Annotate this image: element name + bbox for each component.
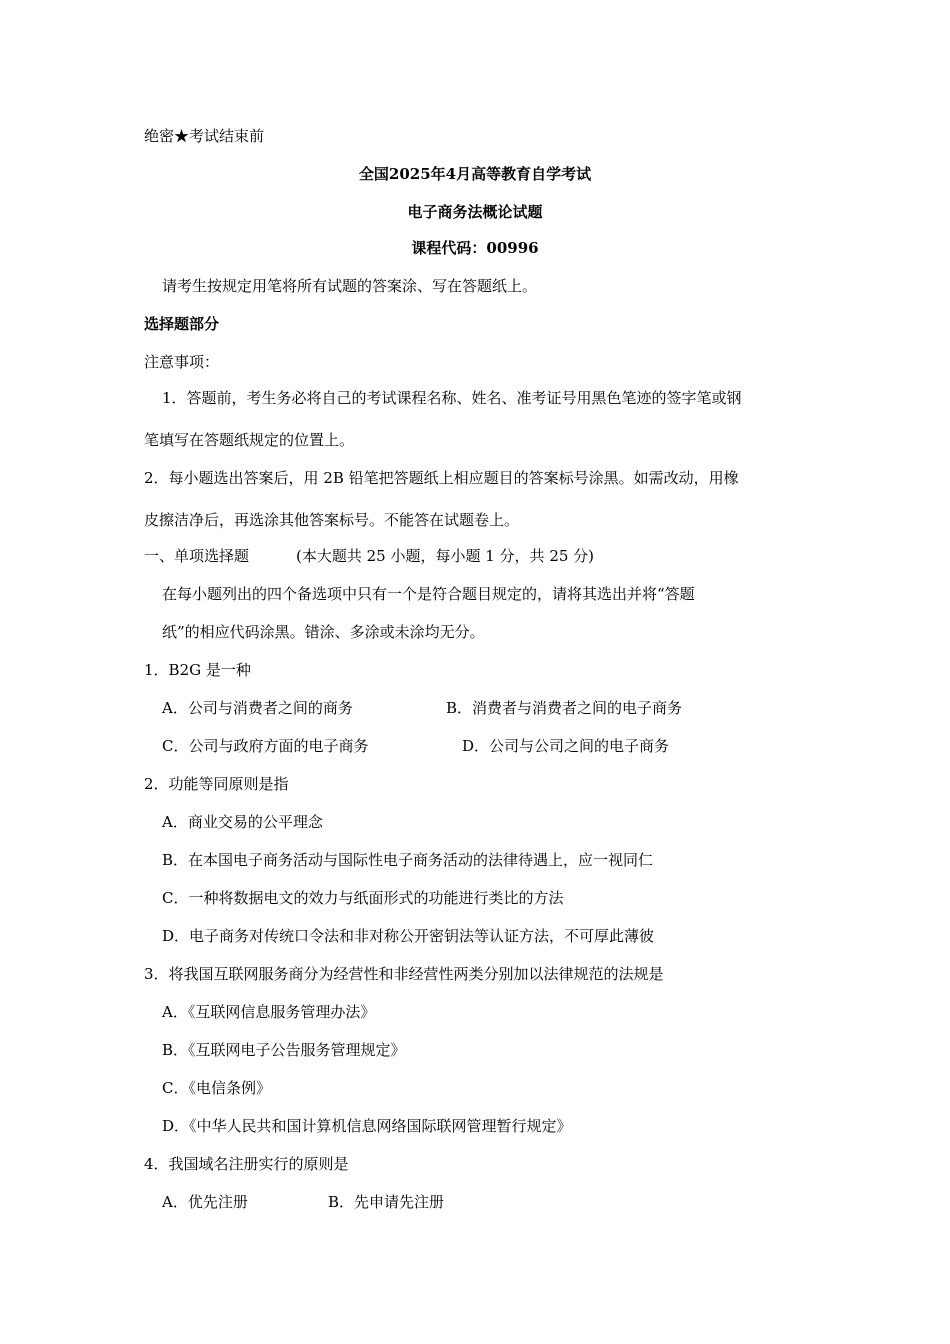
notice-2-line-1: 2．每小题选出答案后，用 2B 铅笔把答题纸上相应题目的答案标号涂黑。如需改动，用橡 <box>144 469 739 487</box>
part-1-instructions-line-1: 在每小题列出的四个备选项中只有一个是符合题目规定的，请将其选出并将“答题 <box>162 585 695 603</box>
exam-subtitle: 电子商务法概论试题 <box>407 203 543 221</box>
notice-1-line-1: 1．答题前，考生务必将自己的考试课程名称、姓名、准考证号用黑色笔迹的签字笔或钢 <box>162 389 742 407</box>
question-1-option-a: A．公司与消费者之间的商务 <box>162 699 353 717</box>
question-1-option-b: B．消费者与消费者之间的电子商务 <box>446 699 683 717</box>
question-2-option-a: A．商业交易的公平理念 <box>162 813 323 831</box>
question-3-option-d: D．《中华人民共和国计算机信息网络国际联网管理暂行规定》 <box>162 1117 572 1135</box>
part-1-title: 一、单项选择题 <box>144 547 250 565</box>
intro-text: 请考生按规定用笔将所有试题的答案涂、写在答题纸上。 <box>162 277 538 295</box>
question-1-option-d: D．公司与公司之间的电子商务 <box>462 737 670 755</box>
notice-label: 注意事项： <box>144 353 220 371</box>
question-3-option-a: A．《互联网信息服务管理办法》 <box>162 1003 376 1021</box>
question-1-option-c: C．公司与政府方面的电子商务 <box>162 737 369 755</box>
exam-title: 全国2025年4月高等教育自学考试 <box>358 165 592 183</box>
section-heading: 选择题部分 <box>144 315 220 333</box>
question-4-option-a: A．优先注册 <box>162 1193 248 1211</box>
question-4-stem: 4．我国域名注册实行的原则是 <box>144 1155 349 1173</box>
question-3-stem: 3．将我国互联网服务商分为经营性和非经营性两类分别加以法律规范的法规是 <box>144 965 664 983</box>
course-code: 课程代码：00996 <box>411 239 539 257</box>
question-1-stem: 1．B2G 是一种 <box>144 661 251 679</box>
notice-2-line-2: 皮擦洁净后，再选涂其他答案标号。不能答在试题卷上。 <box>144 511 520 529</box>
question-2-option-c: C．一种将数据电文的效力与纸面形式的功能进行类比的方法 <box>162 889 564 907</box>
question-3-option-b: B．《互联网电子公告服务管理规定》 <box>162 1041 406 1059</box>
secret-label: 绝密★考试结束前 <box>144 127 265 145</box>
question-3-option-c: C．《电信条例》 <box>162 1079 271 1097</box>
part-1-note: (本大题共 25 小题，每小题 1 分，共 25 分) <box>296 547 595 565</box>
question-2-option-d: D．电子商务对传统口令法和非对称公开密钥法等认证方法，不可厚此薄彼 <box>162 927 655 945</box>
question-4-option-b: B．先申请先注册 <box>328 1193 445 1211</box>
part-1-instructions-line-2: 纸”的相应代码涂黑。错涂、多涂或未涂均无分。 <box>162 623 485 641</box>
question-2-option-b: B．在本国电子商务活动与国际性电子商务活动的法律待遇上，应一视同仁 <box>162 851 654 869</box>
question-2-stem: 2．功能等同原则是指 <box>144 775 289 793</box>
notice-1-line-2: 笔填写在答题纸规定的位置上。 <box>144 431 355 449</box>
